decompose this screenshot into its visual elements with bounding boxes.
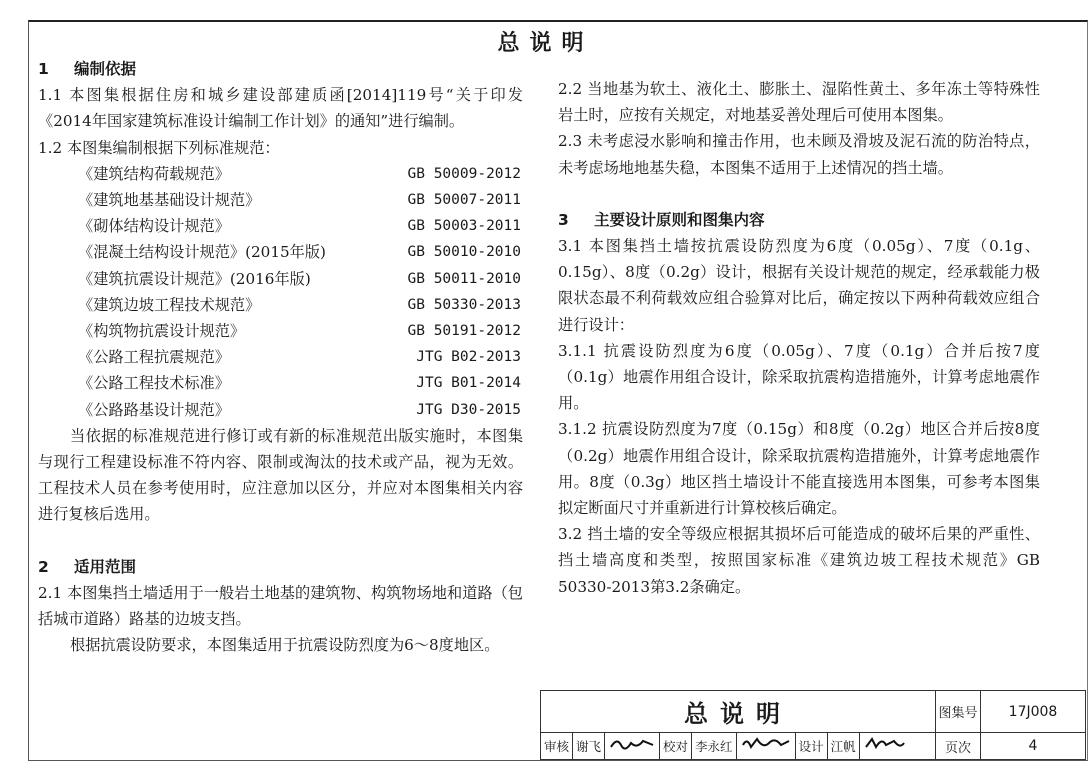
clause-3-1-2: 3.1.2 抗震设防烈度为7度（0.15g）和8度（0.2g）地区合并后按8度（0.2g）地震作用组合设计，除采取抗震构造措施外，计算考虑地震作用。8度（0.3g）地区挡土墙设计不能直接选用本图集，可参考本图集拟定断面尺寸并重新进行计算校核后确定。 — [558, 420, 1040, 518]
standard-code: GB 50007-2011 — [407, 192, 521, 209]
page-title: 总说明 — [497, 31, 594, 56]
standard-code: JTG B01-2014 — [416, 375, 521, 392]
standard-name: 《公路工程技术标准》 — [78, 374, 230, 393]
section-2-heading: 2 适用范围 — [38, 557, 137, 576]
right-column — [558, 76, 1040, 600]
clause-2-3: 2.3 未考虑浸水影响和撞击作用，也未顾及滑坡及泥石流的防治特点，未考虑场地地基失稳，本图集不适用于上述情况的挡土墙。 — [558, 132, 1040, 177]
clause-3-1-1: 3.1.1 抗震设防烈度为6度（0.05g）、7度（0.1g）合并后按7度（0.1g）地震作用组合设计，除采取抗震构造措施外，计算考虑地震作用。 — [558, 341, 1040, 413]
standard-code: GB 50003-2011 — [407, 218, 521, 235]
designer-name: 江帆 — [830, 739, 856, 754]
left-column — [38, 56, 523, 658]
standard-row — [38, 370, 523, 396]
page-label: 页次 — [936, 733, 981, 760]
section-3-heading: 3 主要设计原则和图集内容 — [558, 210, 765, 229]
standard-row — [38, 161, 523, 187]
standard-row — [38, 344, 523, 370]
title-block — [540, 690, 1086, 760]
standard-name: 《建筑抗震设计规范》(2016年版) — [78, 269, 311, 288]
standard-row — [38, 187, 523, 213]
standards-list — [38, 161, 523, 423]
standards-note: 当依据的标准规范进行修订或有新的标准规范出版实施时，本图集与现行工程建设标准不符内容、限制或淘汰的技术或产品，视为无效。工程技术人员在参考使用时，应注意加以区分，并应对本图集相关内容进行复核后选用。 — [38, 426, 523, 524]
clause-2-1-seismic: 根据抗震设防要求，本图集适用于抗震设防烈度为6～8度地区。 — [70, 636, 500, 655]
standard-code: GB 50010-2010 — [407, 244, 521, 261]
standard-name: 《建筑地基基础设计规范》 — [78, 191, 261, 210]
standard-name: 《混凝土结构设计规范》(2015年版) — [78, 243, 326, 262]
atlas-number-label: 图集号 — [936, 691, 981, 733]
check-label: 校对 — [663, 739, 689, 754]
standard-name: 《公路工程抗震规范》 — [78, 348, 230, 367]
design-label: 设计 — [798, 739, 824, 754]
standard-name: 《建筑结构荷载规范》 — [78, 164, 230, 183]
checker-signature — [737, 735, 795, 757]
standard-code: JTG D30-2015 — [416, 401, 521, 418]
standard-row — [38, 213, 523, 239]
clause-1-1: 1.1 本图集根据住房和城乡建设部建质函[2014]119号“关于印发《2014年国家建筑标准设计编制工作计划》的通知”进行编制。 — [38, 86, 523, 131]
standard-name: 《砌体结构设计规范》 — [78, 217, 230, 236]
page-number: 4 — [981, 733, 1086, 760]
standard-code: GB 50011-2010 — [407, 270, 521, 287]
designer-signature — [860, 735, 910, 757]
standard-name: 《建筑边坡工程技术规范》 — [78, 295, 261, 314]
clause-3-1: 3.1 本图集挡土墙按抗震设防烈度为6度（0.05g）、7度（0.1g、0.15g）、8度（0.2g）设计，根据有关设计规范的规定，经承载能力极限状态最不利荷载效应组合验算对比后，确定按以下两种荷载效应组合进行设计： — [558, 237, 1040, 334]
clause-1-2: 1.2 本图集编制根据下列标准规范： — [38, 138, 280, 157]
review-label: 审核 — [544, 739, 570, 754]
atlas-number: 17J008 — [981, 691, 1086, 733]
standard-row — [38, 266, 523, 292]
section-1-heading: 1 编制依据 — [38, 60, 137, 78]
standard-code: GB 50009-2012 — [407, 165, 521, 182]
standard-code: JTG B02-2013 — [416, 349, 521, 366]
standard-name: 《构筑物抗震设计规范》 — [78, 322, 246, 341]
standard-name: 《公路路基设计规范》 — [78, 400, 230, 419]
clause-2-2: 2.2 当地基为软土、液化土、膨胀土、湿陷性黄土、多年冻土等特殊性岩土时，应按有关规定，对地基妥善处理后可使用本图集。 — [558, 80, 1040, 125]
reviewer-signature — [605, 735, 659, 757]
clause-2-1: 2.1 本图集挡土墙适用于一般岩土地基的建筑物、构筑物场地和道路（包括城市道路）路基的边坡支挡。 — [38, 583, 523, 629]
reviewer-name: 谢飞 — [576, 739, 602, 754]
signature-row — [541, 733, 936, 760]
title-block-title: 总说明 — [541, 691, 936, 733]
clause-3-2: 3.2 挡土墙的安全等级应根据其损坏后可能造成的破坏后果的严重性、挡土墙高度和类型，按照国家标准《建筑边坡工程技术规范》GB 50330-2013第3.2条确定。 — [558, 525, 1040, 596]
standard-code: GB 50330-2013 — [407, 296, 521, 313]
checker-name: 李永红 — [695, 739, 733, 754]
standard-row — [38, 397, 523, 423]
standard-code: GB 50191-2012 — [407, 323, 521, 340]
standard-row — [38, 292, 523, 318]
standard-row — [38, 318, 523, 344]
standard-row — [38, 239, 523, 265]
